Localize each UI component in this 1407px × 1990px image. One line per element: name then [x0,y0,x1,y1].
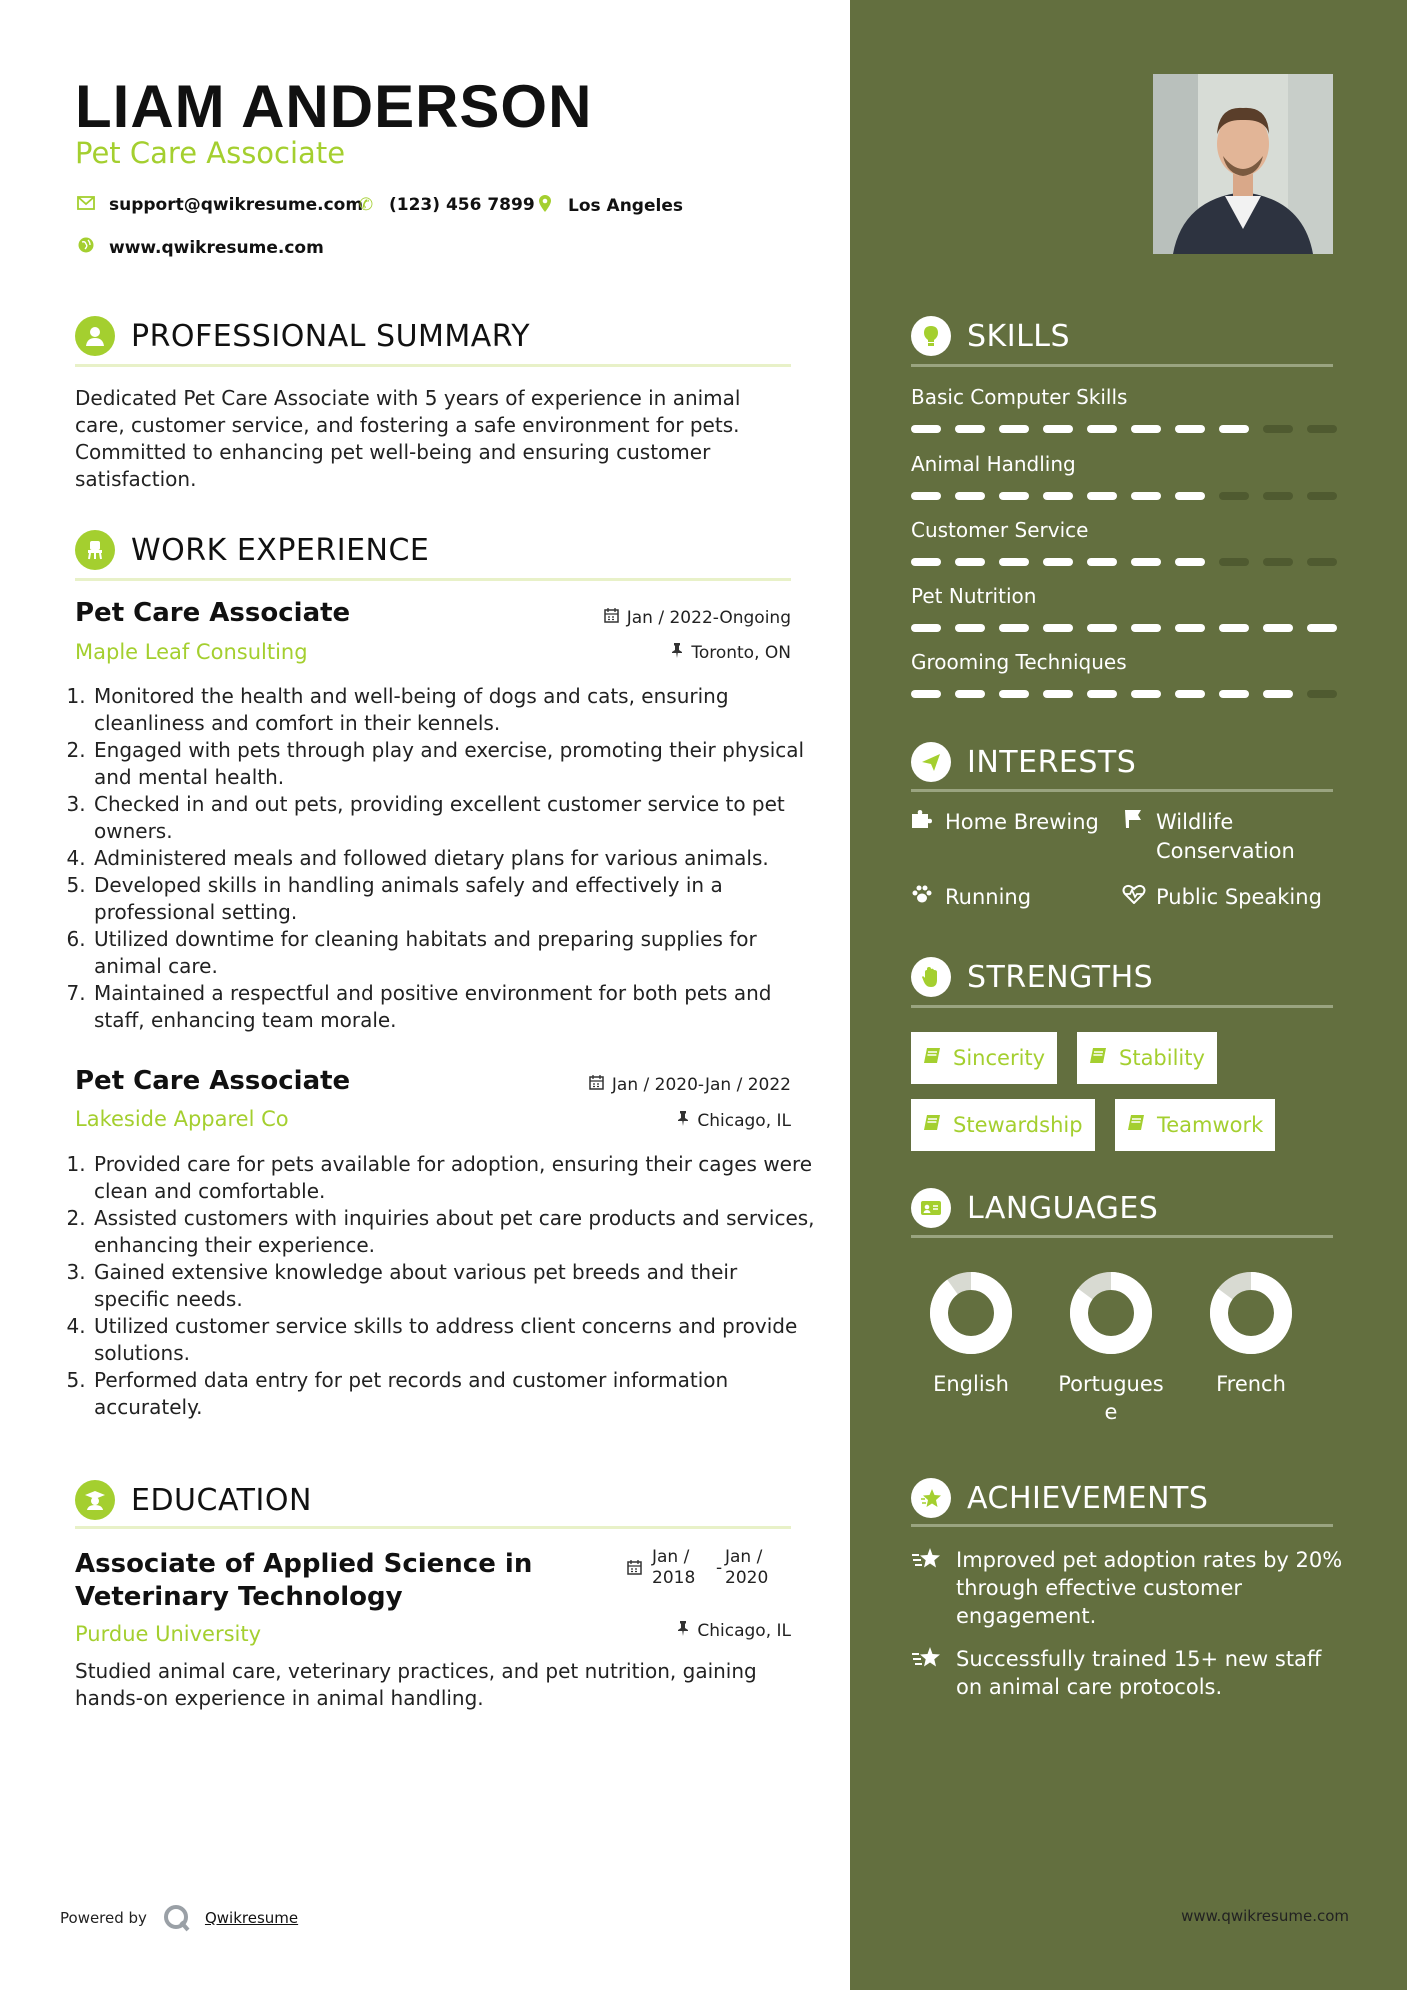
language-gauge [1208,1270,1294,1356]
skill-dash-filled [1307,624,1337,632]
skill-dash-filled [1087,624,1117,632]
skill-level-bar [911,624,1337,632]
skill-level-bar [911,558,1337,566]
skill-dash-empty [1219,558,1249,566]
skill-dash-filled [911,690,941,698]
language-name [1186,1370,1316,1398]
skill-dash-filled [1175,624,1205,632]
strength-tag [911,1032,1057,1084]
strengths-heading [911,957,1153,997]
job-1-bullets [75,683,816,1034]
achievement-text: Improved pet adoption rates by 20% through effective customer engagement. [956,1548,1343,1628]
job-2-bullets [75,1151,816,1421]
email-text[interactable]: support@qwikresume.com [109,195,364,215]
list-item: 2. Engaged with pets through play and exercise, promoting their physical and mental health. [92,737,816,791]
languages-title: LANGUAGES [967,1190,1159,1226]
phone-text[interactable]: (123) 456 7899 [389,195,535,215]
skill-dash-empty [1307,690,1337,698]
star-icon [911,1478,951,1518]
skill-dash-filled [1131,690,1161,698]
interest-running [911,883,1031,912]
gauge-fill [939,1281,1003,1345]
skill-dash-filled [1087,690,1117,698]
language-name-line-2: e [1104,1400,1118,1424]
skill-dash-filled [1131,492,1161,500]
skill-dash-filled [999,690,1029,698]
skill-dash-filled [1043,690,1073,698]
skill-dash-filled [955,690,985,698]
list-item: 1. Provided care for pets available for adoption, ensuring their cages were clean and comfortable. [92,1151,816,1205]
interests-title: INTERESTS [967,744,1137,780]
website-text[interactable]: www.qwikresume.com [109,237,324,258]
job-1-location [671,643,791,663]
skill-dash-filled [999,624,1029,632]
skill-dash-filled [1175,690,1205,698]
skill-level-bar [911,690,1337,698]
hand-icon [911,957,951,997]
list-item: 3. Checked in and out pets, providing excellent customer service to pet owners. [92,791,816,845]
skill-dash-empty [1307,425,1337,433]
job-2-title: Pet Care Associate [75,1066,351,1096]
pin-icon [677,1111,689,1131]
strengths-title: STRENGTHS [967,959,1154,995]
chair-icon [75,530,115,570]
lightbulb-icon [911,316,951,356]
skill-dash-filled [911,425,941,433]
shooting-star-icon [911,1546,956,1630]
id-card-icon [911,1188,951,1228]
interest-line-2: Conservation [1156,839,1295,863]
summary-text: Dedicated Pet Care Associate with 5 years of experience in animal care, customer service, and fostering a safe environment for pets. Committed to enhancing pet well-being and ensuring customer satisfaction. [75,386,741,491]
list-item: 4. Utilized customer service skills to address client concerns and provide solutions. [92,1313,816,1367]
language-item [1046,1270,1176,1426]
location-text: Los Angeles [568,196,683,216]
strength-tag [911,1099,1095,1151]
strength-label: Sincerity [953,1046,1046,1070]
pin-icon [671,643,683,663]
skill-dash-filled [955,558,985,566]
skill-dash-filled [955,425,985,433]
languages-divider [911,1235,1333,1238]
job-2-dates-text: Jan / 2020-Jan / 2022 [611,1075,791,1095]
contact-location [534,195,683,217]
paper-plane-icon [911,742,951,782]
education-description: Studied animal care, veterinary practices, and pet nutrition, gaining hands-on experience in animal handling. [75,1659,757,1710]
candidate-name: LIAM ANDERSON [75,73,593,140]
start-month: Jan / [652,1547,690,1567]
skill-dash-filled [1131,624,1161,632]
job-1-company: Maple Leaf Consulting [75,640,308,664]
language-gauge [928,1270,1014,1356]
book-icon [1127,1114,1145,1136]
calendar-icon [627,1560,642,1579]
language-name-line-1: French [1216,1372,1286,1396]
degree-line-1: Associate of Applied Science in [75,1549,533,1579]
experience-title: WORK EXPERIENCE [131,532,430,568]
date-separator: - [716,1558,723,1578]
user-icon [75,316,115,356]
interest-home-brewing [911,808,1099,837]
interest-label: Public Speaking [1156,885,1322,909]
summary-heading [75,316,530,356]
skill-dash-filled [1263,624,1293,632]
skill-dash-empty [1263,425,1293,433]
interest-label: Running [945,885,1032,909]
language-item [1186,1270,1316,1398]
skill-name: Customer Service [911,518,1089,542]
start-year: 2018 [652,1568,696,1588]
skill-dash-filled [911,492,941,500]
skill-dash-filled [911,558,941,566]
interest-label [1156,808,1295,866]
list-item: 5. Performed data entry for pet records and customer information accurately. [92,1367,816,1421]
contact-website [75,237,324,258]
shooting-star-icon [911,1645,956,1701]
interests-heading [911,742,1136,782]
school-name: Purdue University [75,1622,262,1646]
skill-dash-filled [1043,558,1073,566]
strength-tag [1115,1099,1275,1151]
candidate-role: Pet Care Associate [75,136,346,170]
contact-phone [355,195,535,215]
education-title: EDUCATION [131,1482,312,1518]
languages-heading [911,1188,1158,1228]
skill-dash-empty [1219,492,1249,500]
skill-dash-filled [955,624,985,632]
language-gauge [1068,1270,1154,1356]
list-item: 5. Developed skills in handling animals safely and effectively in a professional setting. [92,872,816,926]
skill-dash-filled [1043,624,1073,632]
job-2-location-text: Chicago, IL [697,1111,791,1131]
skill-dash-filled [1175,558,1205,566]
skill-level-bar [911,492,1337,500]
strength-label: Teamwork [1157,1113,1264,1137]
skill-dash-filled [1175,425,1205,433]
skill-dash-filled [1087,558,1117,566]
achievement-item [911,1645,1351,1701]
list-item: 6. Utilized downtime for cleaning habitats and preparing supplies for animal care. [92,926,816,980]
skill-dash-filled [999,558,1029,566]
skill-dash-filled [1263,690,1293,698]
education-end-date [725,1547,768,1589]
heartbeat-icon [1122,883,1156,912]
achievements-heading [911,1478,1208,1518]
job-1-dates [604,608,791,628]
calendar-icon [604,608,619,628]
achievements-divider [911,1524,1333,1527]
job-1-title: Pet Care Associate [75,598,351,628]
achievements-title: ACHIEVEMENTS [967,1480,1209,1516]
language-name [906,1370,1036,1398]
end-month: Jan / [725,1547,763,1567]
summary-divider [75,364,791,367]
interest-label: Home Brewing [945,810,1099,834]
calendar-icon [589,1075,604,1095]
skill-dash-empty [1263,492,1293,500]
interests-divider [911,789,1333,792]
pin-icon [677,1621,689,1641]
strength-label: Stability [1119,1046,1205,1070]
interest-public-speaking [1122,883,1322,912]
summary-title: PROFESSIONAL SUMMARY [131,318,531,354]
map-marker-icon [534,195,556,217]
skill-name: Basic Computer Skills [911,385,1128,409]
skill-dash-empty [1307,492,1337,500]
qwikresume-logo-icon [163,1904,191,1932]
skill-dash-filled [1219,425,1249,433]
education-divider [75,1526,791,1529]
profile-photo [1153,74,1333,254]
footer-powered [60,1904,298,1932]
education-start-date [652,1547,695,1589]
skill-dash-empty [1307,558,1337,566]
skill-dash-filled [1087,425,1117,433]
skills-divider [911,364,1333,367]
skill-dash-filled [1131,425,1161,433]
paw-icon [911,883,945,912]
puzzle-icon [911,808,945,837]
interest-line-1: Wildlife [1156,810,1234,834]
end-year: 2020 [725,1568,769,1588]
skill-dash-empty [1263,558,1293,566]
qwikresume-link[interactable]: Qwikresume [204,1909,299,1927]
envelope-icon [75,195,97,215]
skill-name: Grooming Techniques [911,650,1127,674]
education-location [677,1621,791,1641]
skills-heading [911,316,1070,356]
skill-dash-filled [999,492,1029,500]
skill-dash-filled [911,624,941,632]
list-item: 3. Gained extensive knowledge about various pet breeds and their specific needs. [92,1259,816,1313]
language-name-line-1: Portugues [1058,1372,1164,1396]
degree-line-2: Veterinary Technology [75,1582,403,1612]
skills-title: SKILLS [967,318,1071,354]
skill-dash-filled [1219,690,1249,698]
strength-tag [1077,1032,1217,1084]
language-name [1046,1370,1176,1426]
list-item: 2. Assisted customers with inquiries about pet care products and services, enhancing their experience. [92,1205,816,1259]
globe-icon [75,237,97,258]
achievement-text: Successfully trained 15+ new staff on animal care protocols. [956,1647,1322,1699]
strength-label: Stewardship [953,1113,1083,1137]
job-2-dates [589,1075,791,1095]
skill-dash-filled [955,492,985,500]
graduate-icon [75,1480,115,1520]
phone-icon: ✆ [358,195,374,215]
list-item: 7. Maintained a respectful and positive environment for both pets and staff, enhancing team morale. [92,980,816,1034]
language-name-line-1: English [933,1372,1009,1396]
skill-dash-filled [1175,492,1205,500]
job-1-dates-text: Jan / 2022-Ongoing [626,608,791,628]
experience-heading [75,530,429,570]
education-location-text: Chicago, IL [697,1621,791,1641]
strengths-divider [911,1005,1333,1008]
skill-dash-filled [1219,624,1249,632]
contact-email [75,195,363,215]
achievement-item [911,1546,1351,1630]
skill-dash-filled [1087,492,1117,500]
skill-dash-filled [1131,558,1161,566]
skill-dash-filled [1043,425,1073,433]
skill-level-bar [911,425,1337,433]
book-icon [923,1047,941,1069]
skill-dash-filled [1043,492,1073,500]
language-item [906,1270,1036,1398]
skill-name: Pet Nutrition [911,584,1037,608]
list-item: 1. Monitored the health and well-being of dogs and cats, ensuring cleanliness and comfort in their kennels. [92,683,816,737]
skill-dash-filled [999,425,1029,433]
degree-title [75,1548,532,1614]
book-icon [923,1114,941,1136]
list-item: 4. Administered meals and followed dietary plans for various animals. [92,845,816,872]
book-icon [1089,1047,1107,1069]
job-2-location [677,1111,791,1131]
job-1-location-text: Toronto, ON [691,643,791,663]
education-heading [75,1480,312,1520]
footer-site[interactable]: www.qwikresume.com [1181,1907,1349,1925]
powered-by-text: Powered by [60,1909,147,1927]
skill-name: Animal Handling [911,452,1076,476]
interest-wildlife-conservation [1122,808,1295,866]
experience-divider [75,578,791,581]
flag-icon [1122,808,1156,866]
job-2-company: Lakeside Apparel Co [75,1107,289,1131]
